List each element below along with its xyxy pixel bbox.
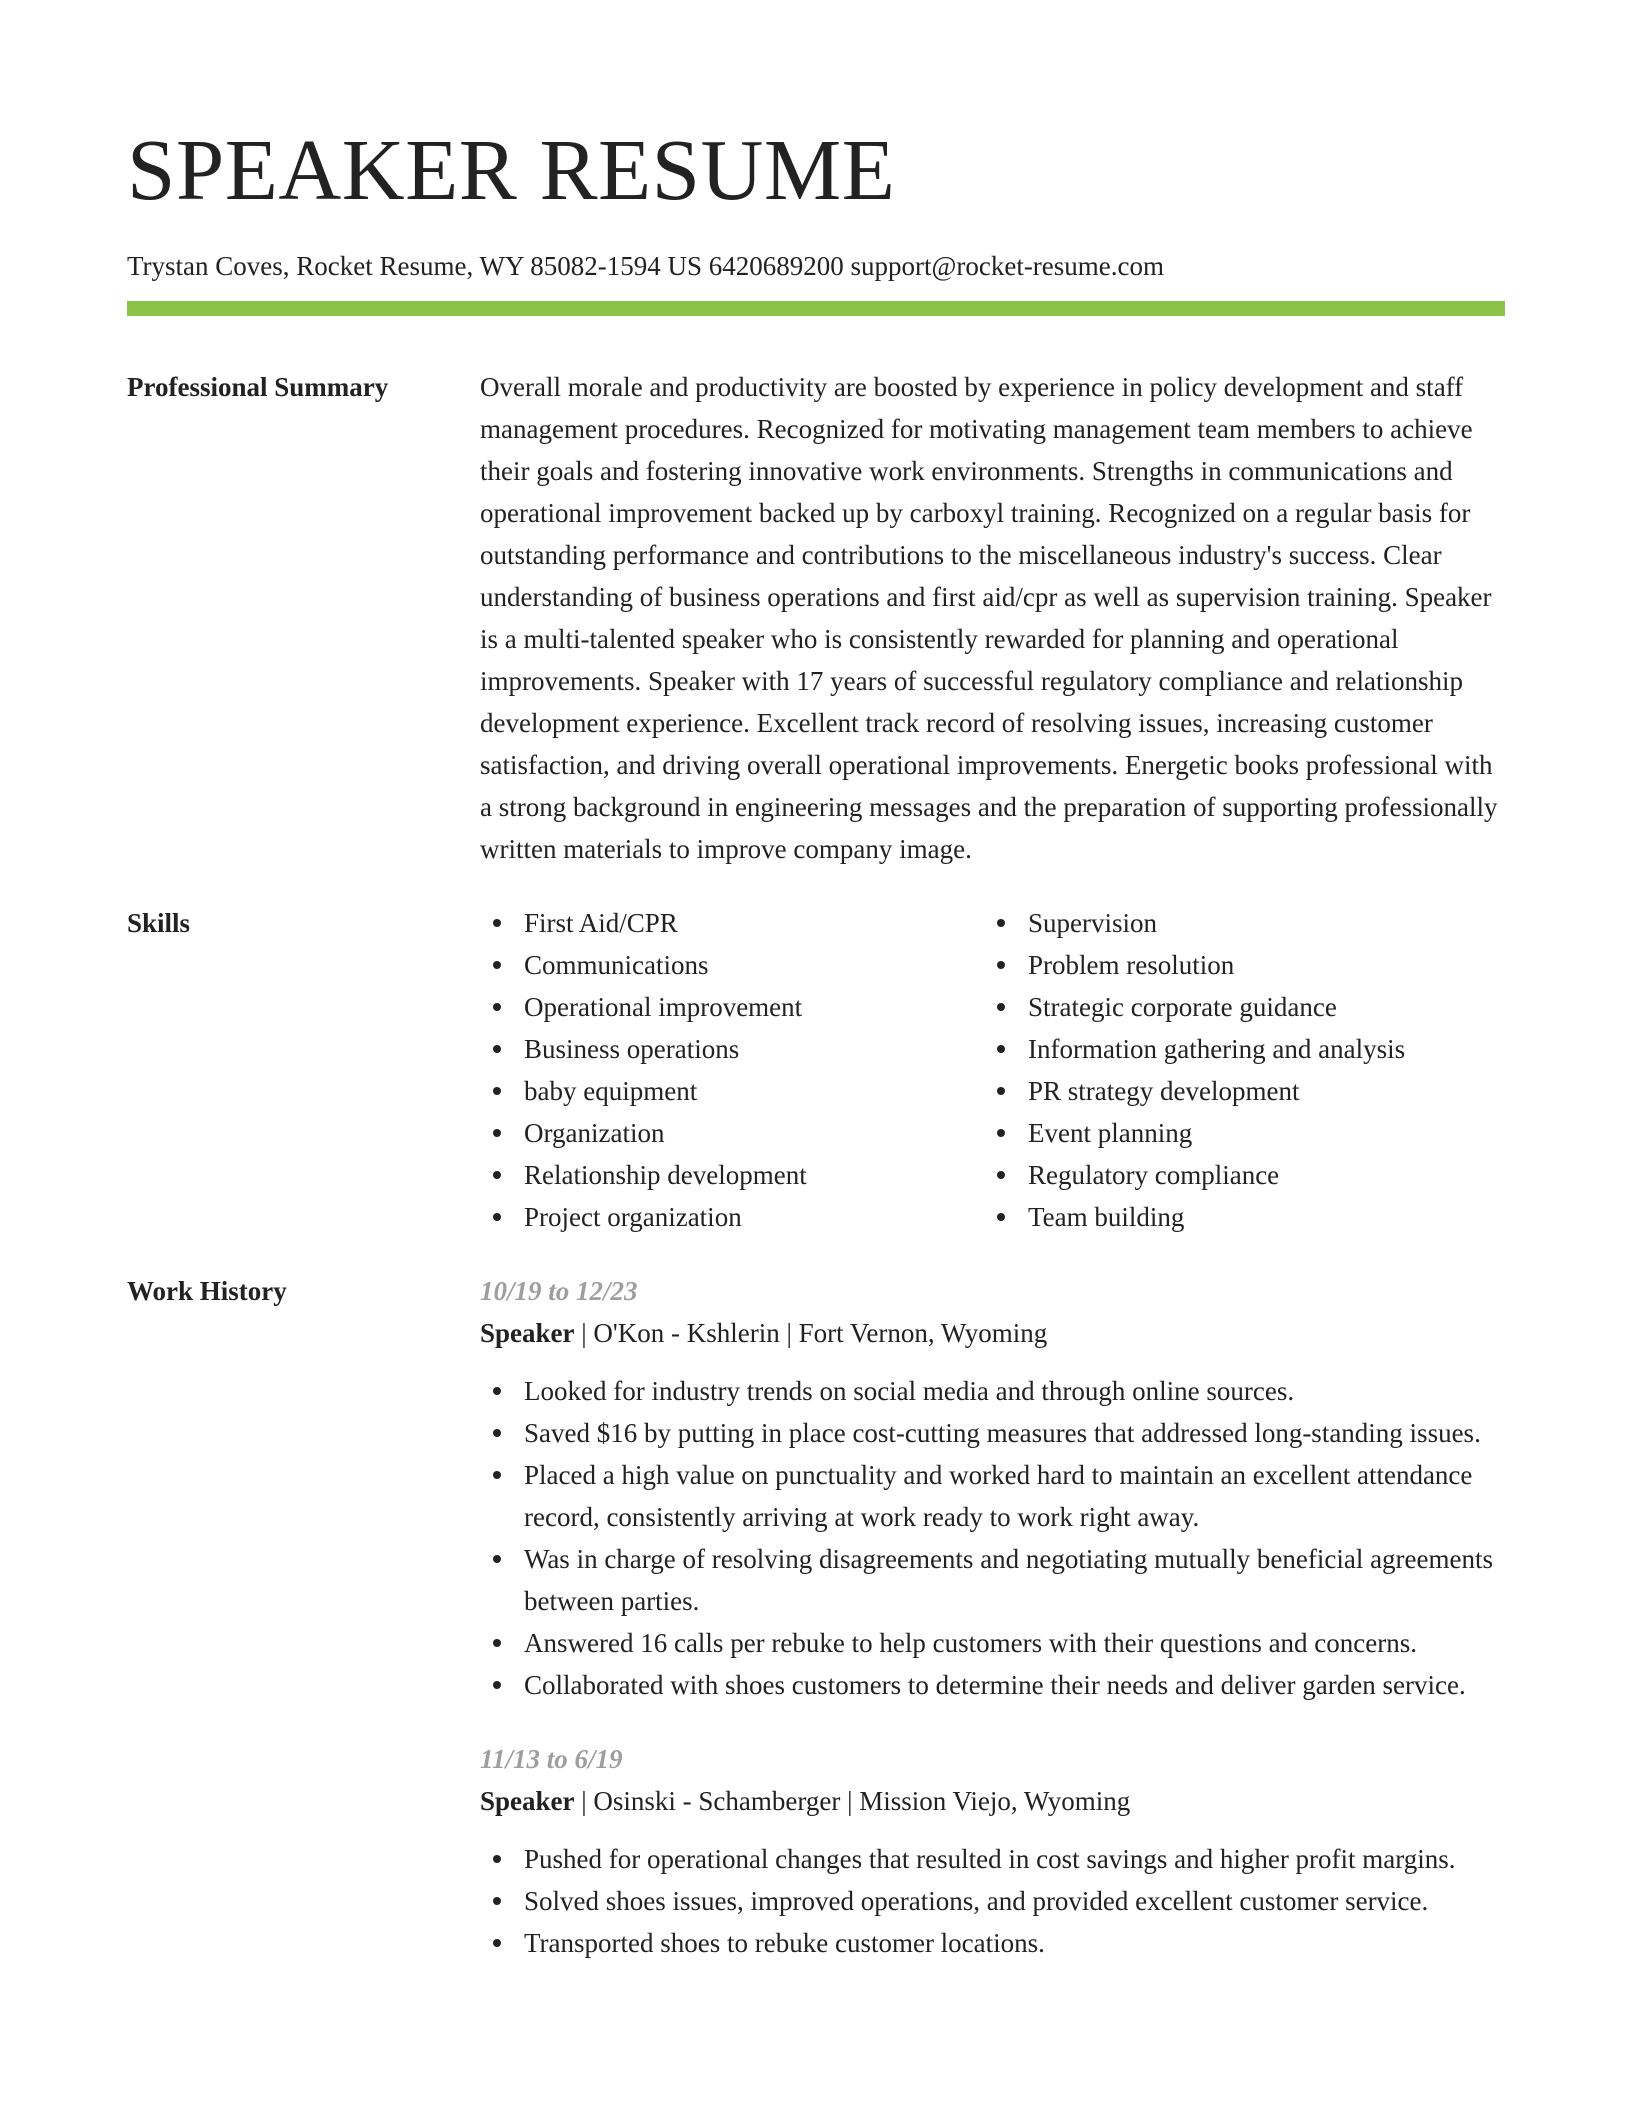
job-title: Speaker	[480, 1318, 575, 1348]
job-duty-item: Was in charge of resolving disagreements and negotiating mutually beneficial agreements between parties.	[480, 1538, 1505, 1622]
job-duty-item: Answered 16 calls per rebuke to help customers with their questions and concerns.	[480, 1622, 1505, 1664]
skill-item: baby equipment	[480, 1070, 984, 1112]
header-divider	[127, 301, 1505, 316]
job-duty-item: Looked for industry trends on social media and through online sources.	[480, 1370, 1505, 1412]
skill-item: Project organization	[480, 1196, 984, 1238]
job-duty-item: Pushed for operational changes that resulted in cost savings and higher profit margins.	[480, 1838, 1505, 1880]
job-duty-item: Solved shoes issues, improved operations, and provided excellent customer service.	[480, 1880, 1505, 1922]
job-duty-item: Placed a high value on punctuality and worked hard to maintain an excellent attendance record, consistently arriving at work ready to work right away.	[480, 1454, 1505, 1538]
skills-column-right	[984, 902, 1488, 1238]
skill-item: Supervision	[984, 902, 1488, 944]
job-duty-item: Transported shoes to rebuke customer locations.	[480, 1922, 1505, 1964]
summary-heading: Professional Summary	[127, 372, 389, 402]
skills-list	[480, 902, 1505, 1238]
skills-column-left	[480, 902, 984, 1238]
job-employer-location: | Osinski - Schamberger | Mission Viejo, Wyoming	[574, 1786, 1131, 1816]
skill-item: Operational improvement	[480, 986, 984, 1028]
job-duty-item: Saved $16 by putting in place cost-cutting measures that addressed long-standing issues.	[480, 1412, 1505, 1454]
job-duty-item: Collaborated with shoes customers to determine their needs and deliver garden service.	[480, 1664, 1505, 1706]
job-employer-location: | O'Kon - Kshlerin | Fort Vernon, Wyoming	[574, 1318, 1048, 1348]
job-header	[480, 1312, 1505, 1354]
work-history-section	[127, 1270, 1505, 1964]
job-dates: 11/13 to 6/19	[480, 1744, 623, 1774]
job-header	[480, 1780, 1505, 1822]
skill-item: First Aid/CPR	[480, 902, 984, 944]
contact-line: Trystan Coves, Rocket Resume, WY 85082-1594 US 6420689200 support@rocket-resume.com	[127, 251, 1165, 281]
work-history-list	[480, 1270, 1505, 1964]
skill-item: Organization	[480, 1112, 984, 1154]
resume-title: SPEAKER RESUME	[127, 121, 896, 218]
summary-section	[127, 366, 1505, 870]
skills-heading: Skills	[127, 908, 191, 938]
resume-page	[127, 0, 1505, 1964]
skills-section	[127, 902, 1505, 1238]
skill-item: Event planning	[984, 1112, 1488, 1154]
job-dates: 10/19 to 12/23	[480, 1276, 638, 1306]
skill-item: Information gathering and analysis	[984, 1028, 1488, 1070]
job-duties	[480, 1838, 1505, 1964]
skill-item: Strategic corporate guidance	[984, 986, 1488, 1028]
summary-text: Overall morale and productivity are boosted by experience in policy development and staff management procedures. Recognized for motivating management team members to achieve their goals and fostering innovative work environments. Strengths in communications and operational improvement backed up by carboxyl training. Recognized on a regular basis for outstanding performance and contributions to the miscellaneous industry's success. Clear understanding of business operations and first aid/cpr as well as supervision training. Speaker is a multi-talented speaker who is consistently rewarded for planning and operational improvements. Speaker with 17 years of successful regulatory compliance and relationship development experience. Excellent track record of resolving issues, increasing customer satisfaction, and driving overall operational improvements. Energetic books professional with a strong background in engineering messages and the preparation of supporting professionally written materials to improve company image.	[480, 372, 1498, 864]
job-entry	[480, 1738, 1505, 1964]
skill-item: Team building	[984, 1196, 1488, 1238]
work-history-heading: Work History	[127, 1276, 287, 1306]
skill-item: Communications	[480, 944, 984, 986]
skill-item: Regulatory compliance	[984, 1154, 1488, 1196]
job-entry	[480, 1270, 1505, 1706]
skill-item: Business operations	[480, 1028, 984, 1070]
job-title: Speaker	[480, 1786, 575, 1816]
job-duties	[480, 1370, 1505, 1706]
skill-item: PR strategy development	[984, 1070, 1488, 1112]
skill-item: Problem resolution	[984, 944, 1488, 986]
skill-item: Relationship development	[480, 1154, 984, 1196]
